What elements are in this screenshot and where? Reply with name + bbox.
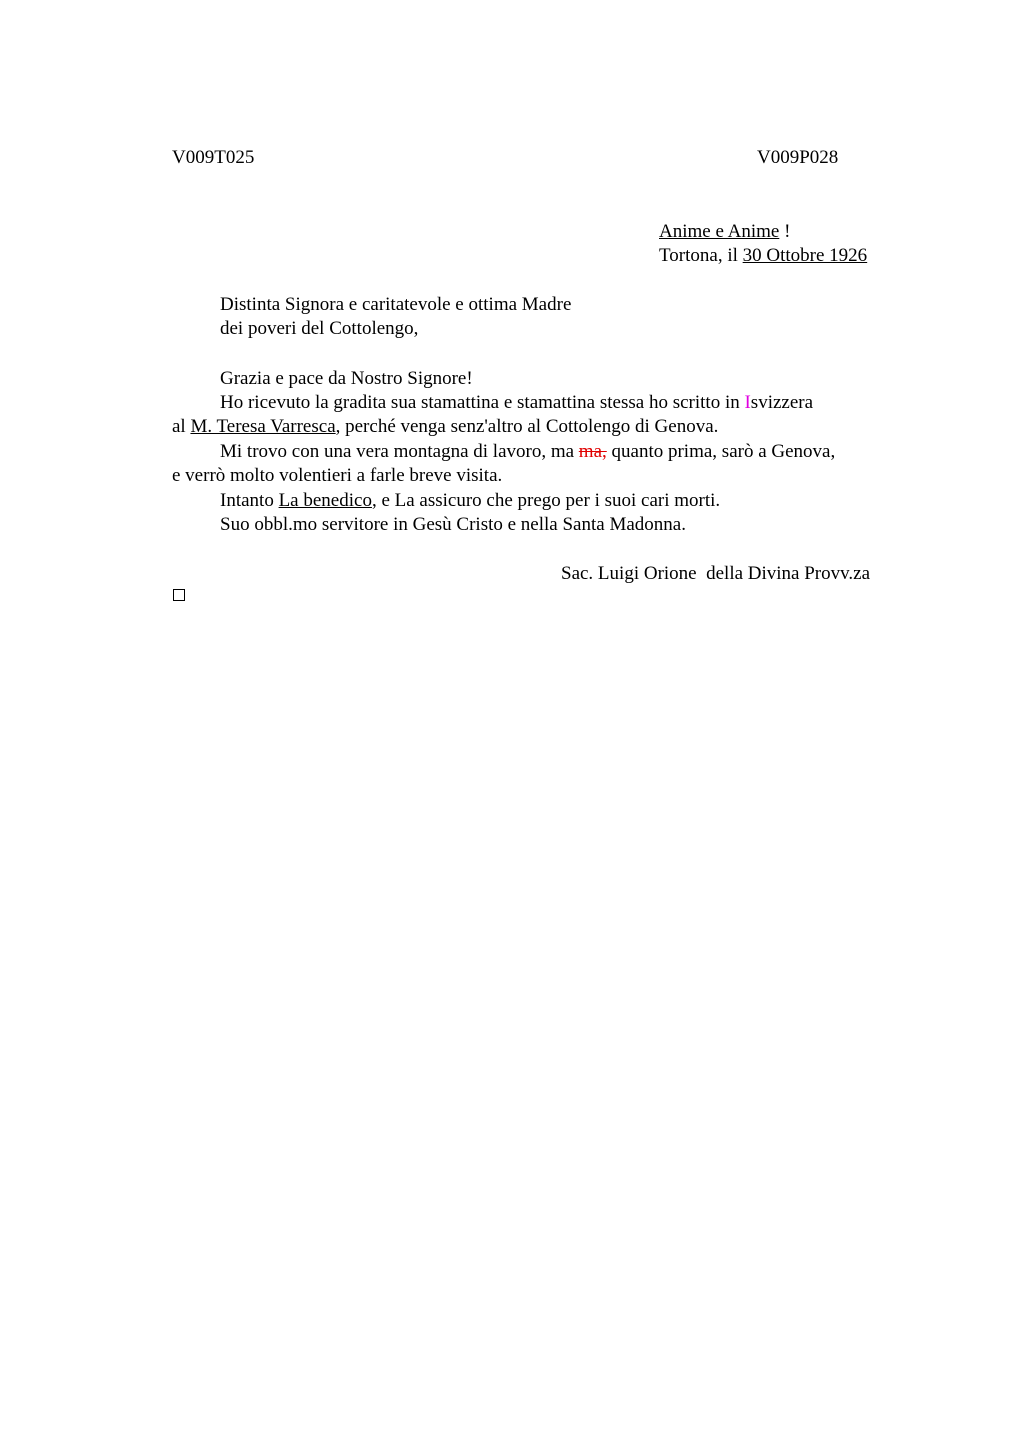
date-line <box>659 244 867 268</box>
body-line-2 <box>172 415 718 439</box>
body-line-3-text-a: Mi trovo con una vera montagna di lavoro, ma <box>220 441 579 462</box>
body-line-5-prefix: Intanto <box>220 490 279 511</box>
body-line-1-text-b: svizzera <box>750 392 814 413</box>
body-line-2-suffix: , perché venga senz'altro al Cottolengo di Genova. <box>335 416 719 437</box>
checkbox-square-icon <box>173 589 185 601</box>
body-line-6: Suo obbl.mo servitore in Gesù Cristo e nella Santa Madonna. <box>220 514 686 535</box>
body-line-3-text-b: quanto prima, sarò a Genova, <box>606 441 836 462</box>
place-prefix: Tortona, il <box>659 245 743 266</box>
document-code-right: V009P028 <box>757 147 839 168</box>
motto-suffix: ! <box>779 221 791 242</box>
document-code-left: V009T025 <box>172 147 255 168</box>
body-line-3 <box>220 440 835 464</box>
motto-text: Anime e Anime <box>659 221 780 242</box>
body-line-5-suffix: , e La assicuro che prego per i suoi cari morti. <box>371 490 721 511</box>
signature: Sac. Luigi Orione della Divina Provv.za <box>561 563 871 584</box>
motto-line <box>659 220 790 244</box>
blessing-phrase: La benedico <box>278 490 372 511</box>
body-line-1-text-a: Ho ricevuto la gradita sua stamattina e stamattina stessa ho scritto in <box>220 392 745 413</box>
body-line-5 <box>220 489 720 513</box>
letter-date: 30 Ottobre 1926 <box>742 245 868 266</box>
greeting-line: Grazia e pace da Nostro Signore! <box>220 368 473 389</box>
body-line-2-prefix: al <box>172 416 191 437</box>
body-line-4: e verrò molto volentieri a farle breve visita. <box>172 465 503 486</box>
deleted-word: ma, <box>578 441 607 462</box>
salutation-line-2: dei poveri del Cottolengo, <box>220 318 419 339</box>
salutation-line-1: Distinta Signora e caritatevole e ottima Madre <box>220 294 572 315</box>
corrected-letter: I <box>744 392 751 413</box>
recipient-name: M. Teresa Varresca <box>190 416 336 437</box>
body-line-1 <box>220 391 813 415</box>
